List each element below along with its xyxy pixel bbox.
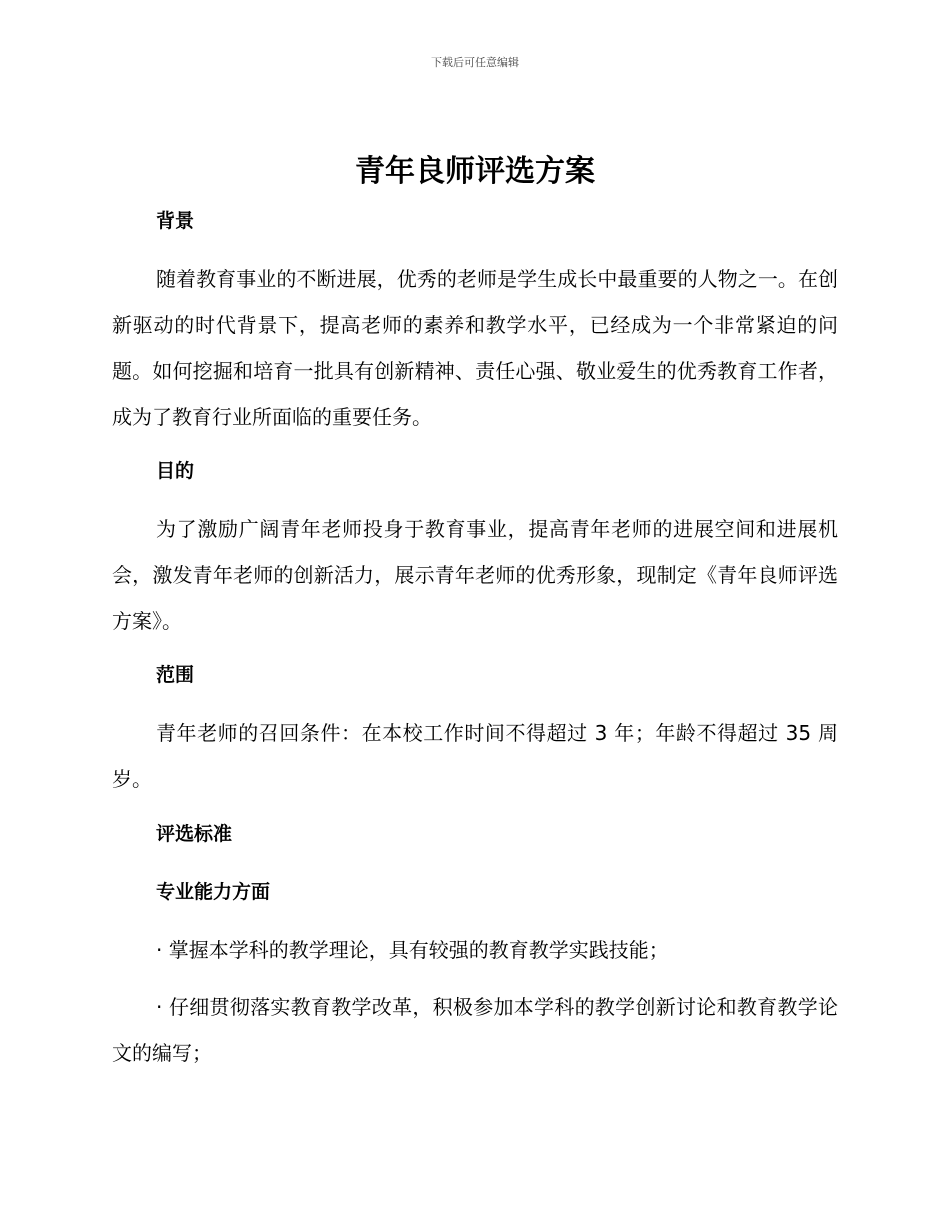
document-title: 青年良师评选方案: [355, 154, 595, 189]
paragraph-background: 随着教育事业的不断进展，优秀的老师是学生成长中最重要的人物之一。在创新驱动的时代背景下，提高老师的素养和教学水平，已经成为一个非常紧迫的问题。如何挖掘和培育一批具有创新精神、责任心强、敬业爱生的优秀教育工作者，成为了教育行业所面临的重要任务。: [112, 267, 838, 429]
paragraph-scope: 青年老师的召回条件：在本校工作时间不得超过 3 年；年龄不得超过 35 周岁。: [112, 721, 838, 791]
bullet-item-2: · 仔细贯彻落实教育教学改革，积极参加本学科的教学创新讨论和教育教学论文的编写；: [112, 995, 838, 1065]
subsection-heading-professional: 专业能力方面: [156, 881, 271, 903]
section-heading-background: 背景: [156, 210, 195, 232]
page-header-note: 下载后可任意编辑: [431, 56, 519, 69]
section-heading-criteria: 评选标准: [156, 823, 233, 845]
section-heading-purpose: 目的: [156, 460, 195, 482]
section-heading-scope: 范围: [156, 664, 195, 686]
bullet-item-1: · 掌握本学科的教学理论，具有较强的教育教学实践技能；: [156, 938, 669, 962]
paragraph-purpose: 为了激励广阔青年老师投身于教育事业，提高青年老师的进展空间和进展机会，激发青年老师的创新活力，展示青年老师的优秀形象，现制定《青年良师评选方案》。: [112, 517, 838, 633]
